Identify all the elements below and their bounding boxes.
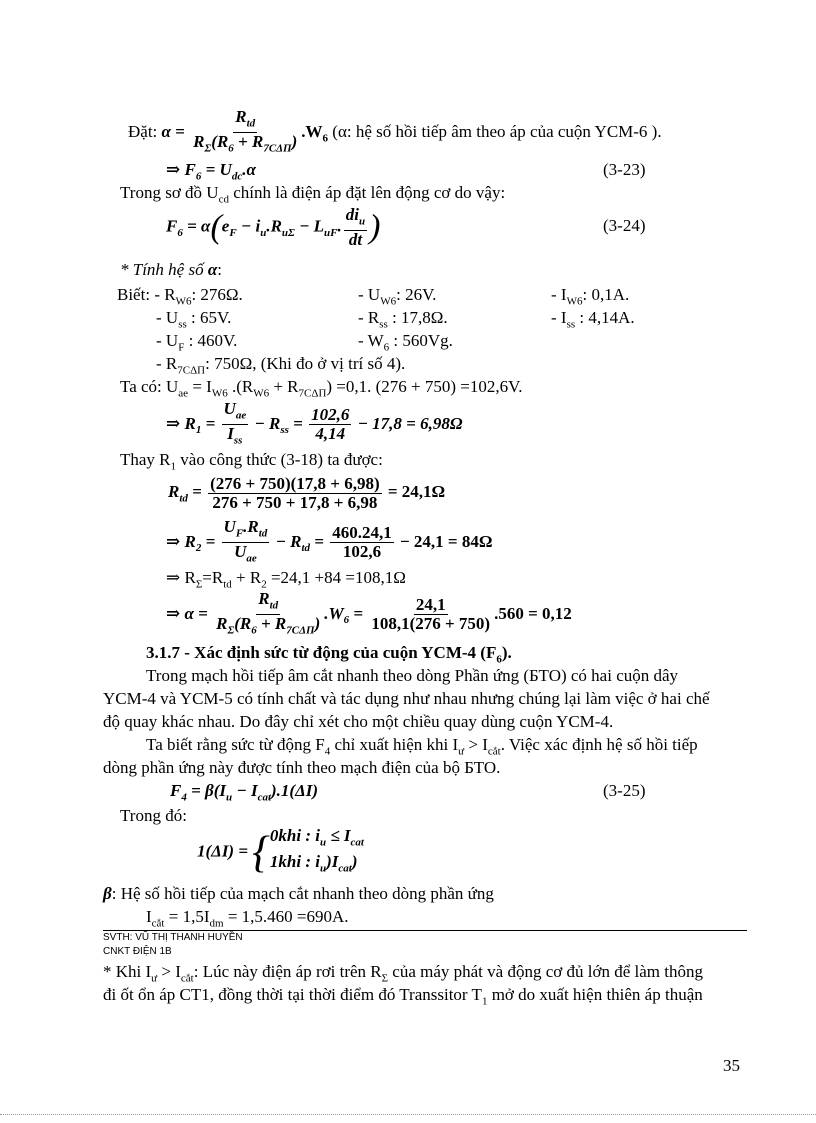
icat-line: $I_{cắt} = 1,5I_{dm} = 1,5.460 =690A$. [146, 907, 349, 930]
param-uf: - $U_F$ : 460V. [156, 331, 238, 354]
section-title: 3.1.7 - Xác định sức từ động của cuộn YCM-4 $(F_6)$. [146, 643, 512, 666]
r1-equation: ⇒ $R_1$ = $\frac{U_{ae}}{I_{ss}}$ − $R_{ss}$ = $\frac{102,6}{4,14}$ − 17,8 = 6,98Ω [166, 399, 463, 447]
para1-line2: YCM-4 và YCM-5 có tính chất và tác dụng như nhau nhưng chúng lại làm việc ở hai chế [103, 689, 710, 708]
para2-line2: dòng phần ứng này được tính theo mạch điện của bộ БТО. [103, 758, 501, 777]
param-uw6: - $U_{W6}$: 26V. [358, 285, 437, 308]
equation-3-23: ⇒ $F_6 = U_{dc}.\alpha$ [166, 160, 256, 183]
param-r7: - $R_{7C\Delta П}$: 750Ω, (Khi đo ở vị trí số 4). [156, 354, 406, 377]
alpha-definition: Đặt: α = $\frac{R_{td}}{R_\Sigma(R_6 + R_{7C\Delta П})}$ $.W_6$ (α: hệ số hồi tiếp âm theo áp của cuộn YCM-6 ). [128, 107, 662, 155]
beta-line: β: Hệ số hồi tiếp của mạch cắt nhanh theo dòng phần ứng [103, 884, 494, 903]
eq-no-3-24: (3-24) [603, 216, 646, 235]
page-number: 35 [723, 1056, 740, 1075]
param-uss: - $U_{ss}$ : 65V. [156, 308, 232, 331]
alpha-final: ⇒ α = $\frac{R_{td}}{R_\Sigma(R_6 + R_{7C\Delta П})}$ $.W_6$ = $\frac{24,1}{108,1(276 + 750)}$ .560 = 0,12 [166, 589, 572, 637]
alpha-symbol: α [161, 121, 171, 141]
param-row-1: Biết: - $R_{W6}$: 276Ω. [117, 285, 243, 308]
eq-no-3-23: (3-23) [603, 160, 646, 179]
piecewise-function: 1(ΔI) = { 0khi : $i_u \le I_{cat}$ 1khi : $i_u)I_{cat}$) [197, 826, 364, 877]
taco-line: Ta có: $U_{ae} = I_{W6}$ $.(R_{W6} + R_{7C\Delta П}) =0,1$. (276 + 750) =102,6V. [120, 377, 523, 400]
alpha-comment: (α: hệ số hồi tiếp âm theo áp của cuộn YCM-6 ). [332, 121, 662, 141]
para1-line1: Trong mạch hồi tiếp âm cắt nhanh theo dòng Phần ứng (БТО) có hai cuộn dây [146, 666, 679, 685]
equation-3-25: $F_4 = \beta(I_u - I_{cat}).1(\Delta I)$ [170, 781, 319, 804]
khi-line1: * Khi $I_ư > I_{cắt}$: Lúc này điện áp rơi trên $R_\Sigma$ của máy phát và động cơ đủ lớn để làm thông [103, 962, 703, 985]
eq-no-3-25: (3-25) [603, 781, 646, 800]
sodo-text: Trong sơ đồ $U_{cd}$ chính là điện áp đặt lên động cơ do vậy: [120, 183, 506, 206]
rtd-equation: $R_{td}$ = $\frac{(276 + 750)(17,8 + 6,98)}{276 + 750 + 17,8 + 6,98}$ = 24,1Ω [168, 473, 446, 512]
para2-line1: Ta biết rằng sức từ động $F_4$ chỉ xuất hiện khi $I_ư > I_{cắt}$. Việc xác định hệ số hồi tiếp [146, 735, 698, 758]
param-iss: - $I_{ss}$ : 4,14A. [551, 308, 635, 331]
para1-line3: độ quay khác nhau. Do đây chỉ xét cho một chiều quay dùng cuộn YCM-4. [103, 712, 614, 731]
trong-do: Trong đó: [120, 806, 187, 825]
r2-equation: ⇒ $R_2$ = $\frac{U_F.R_{td}}{U_{ae}}$ − $R_{td}$ = $\frac{460.24,1}{102,6}$ − 24,1 = 84Ω [166, 517, 493, 565]
khi-line2: đi ốt ổn áp CT1, đồng thời tại thời điểm đó Transsitor $T_1$ mở do xuất hiện thiên áp thuận [103, 985, 703, 1008]
param-iw6: - $I_{W6}$: 0,1A. [551, 285, 630, 308]
footer-class: CNKT ĐIỆN 1B [103, 946, 172, 957]
rsum-line: ⇒ $R_\Sigma=R_{td} + R_2 =24,1 +84 =108,1\Omega$ [166, 568, 406, 591]
dat-label: Đặt: [128, 121, 158, 141]
equation-3-24: $F_6 = \alpha(e_F - i_u.R_{u\Sigma} - L_{uF}$. $\frac{di_u}{dt}$ ) [166, 205, 381, 250]
param-rss: - $R_{ss}$ : 17,8Ω. [358, 308, 448, 331]
page-bottom-dots [0, 1114, 816, 1115]
footer-student: SVTH: VŨ THỊ THANH HUYỀN [103, 932, 243, 943]
tinh-heso: * Tính hệ số α: [120, 260, 222, 279]
thay-r1: Thay $R_1$ vào công thức (3-18) ta được: [120, 450, 383, 473]
param-w6: - $W_6$ : 560Vg. [358, 331, 453, 354]
